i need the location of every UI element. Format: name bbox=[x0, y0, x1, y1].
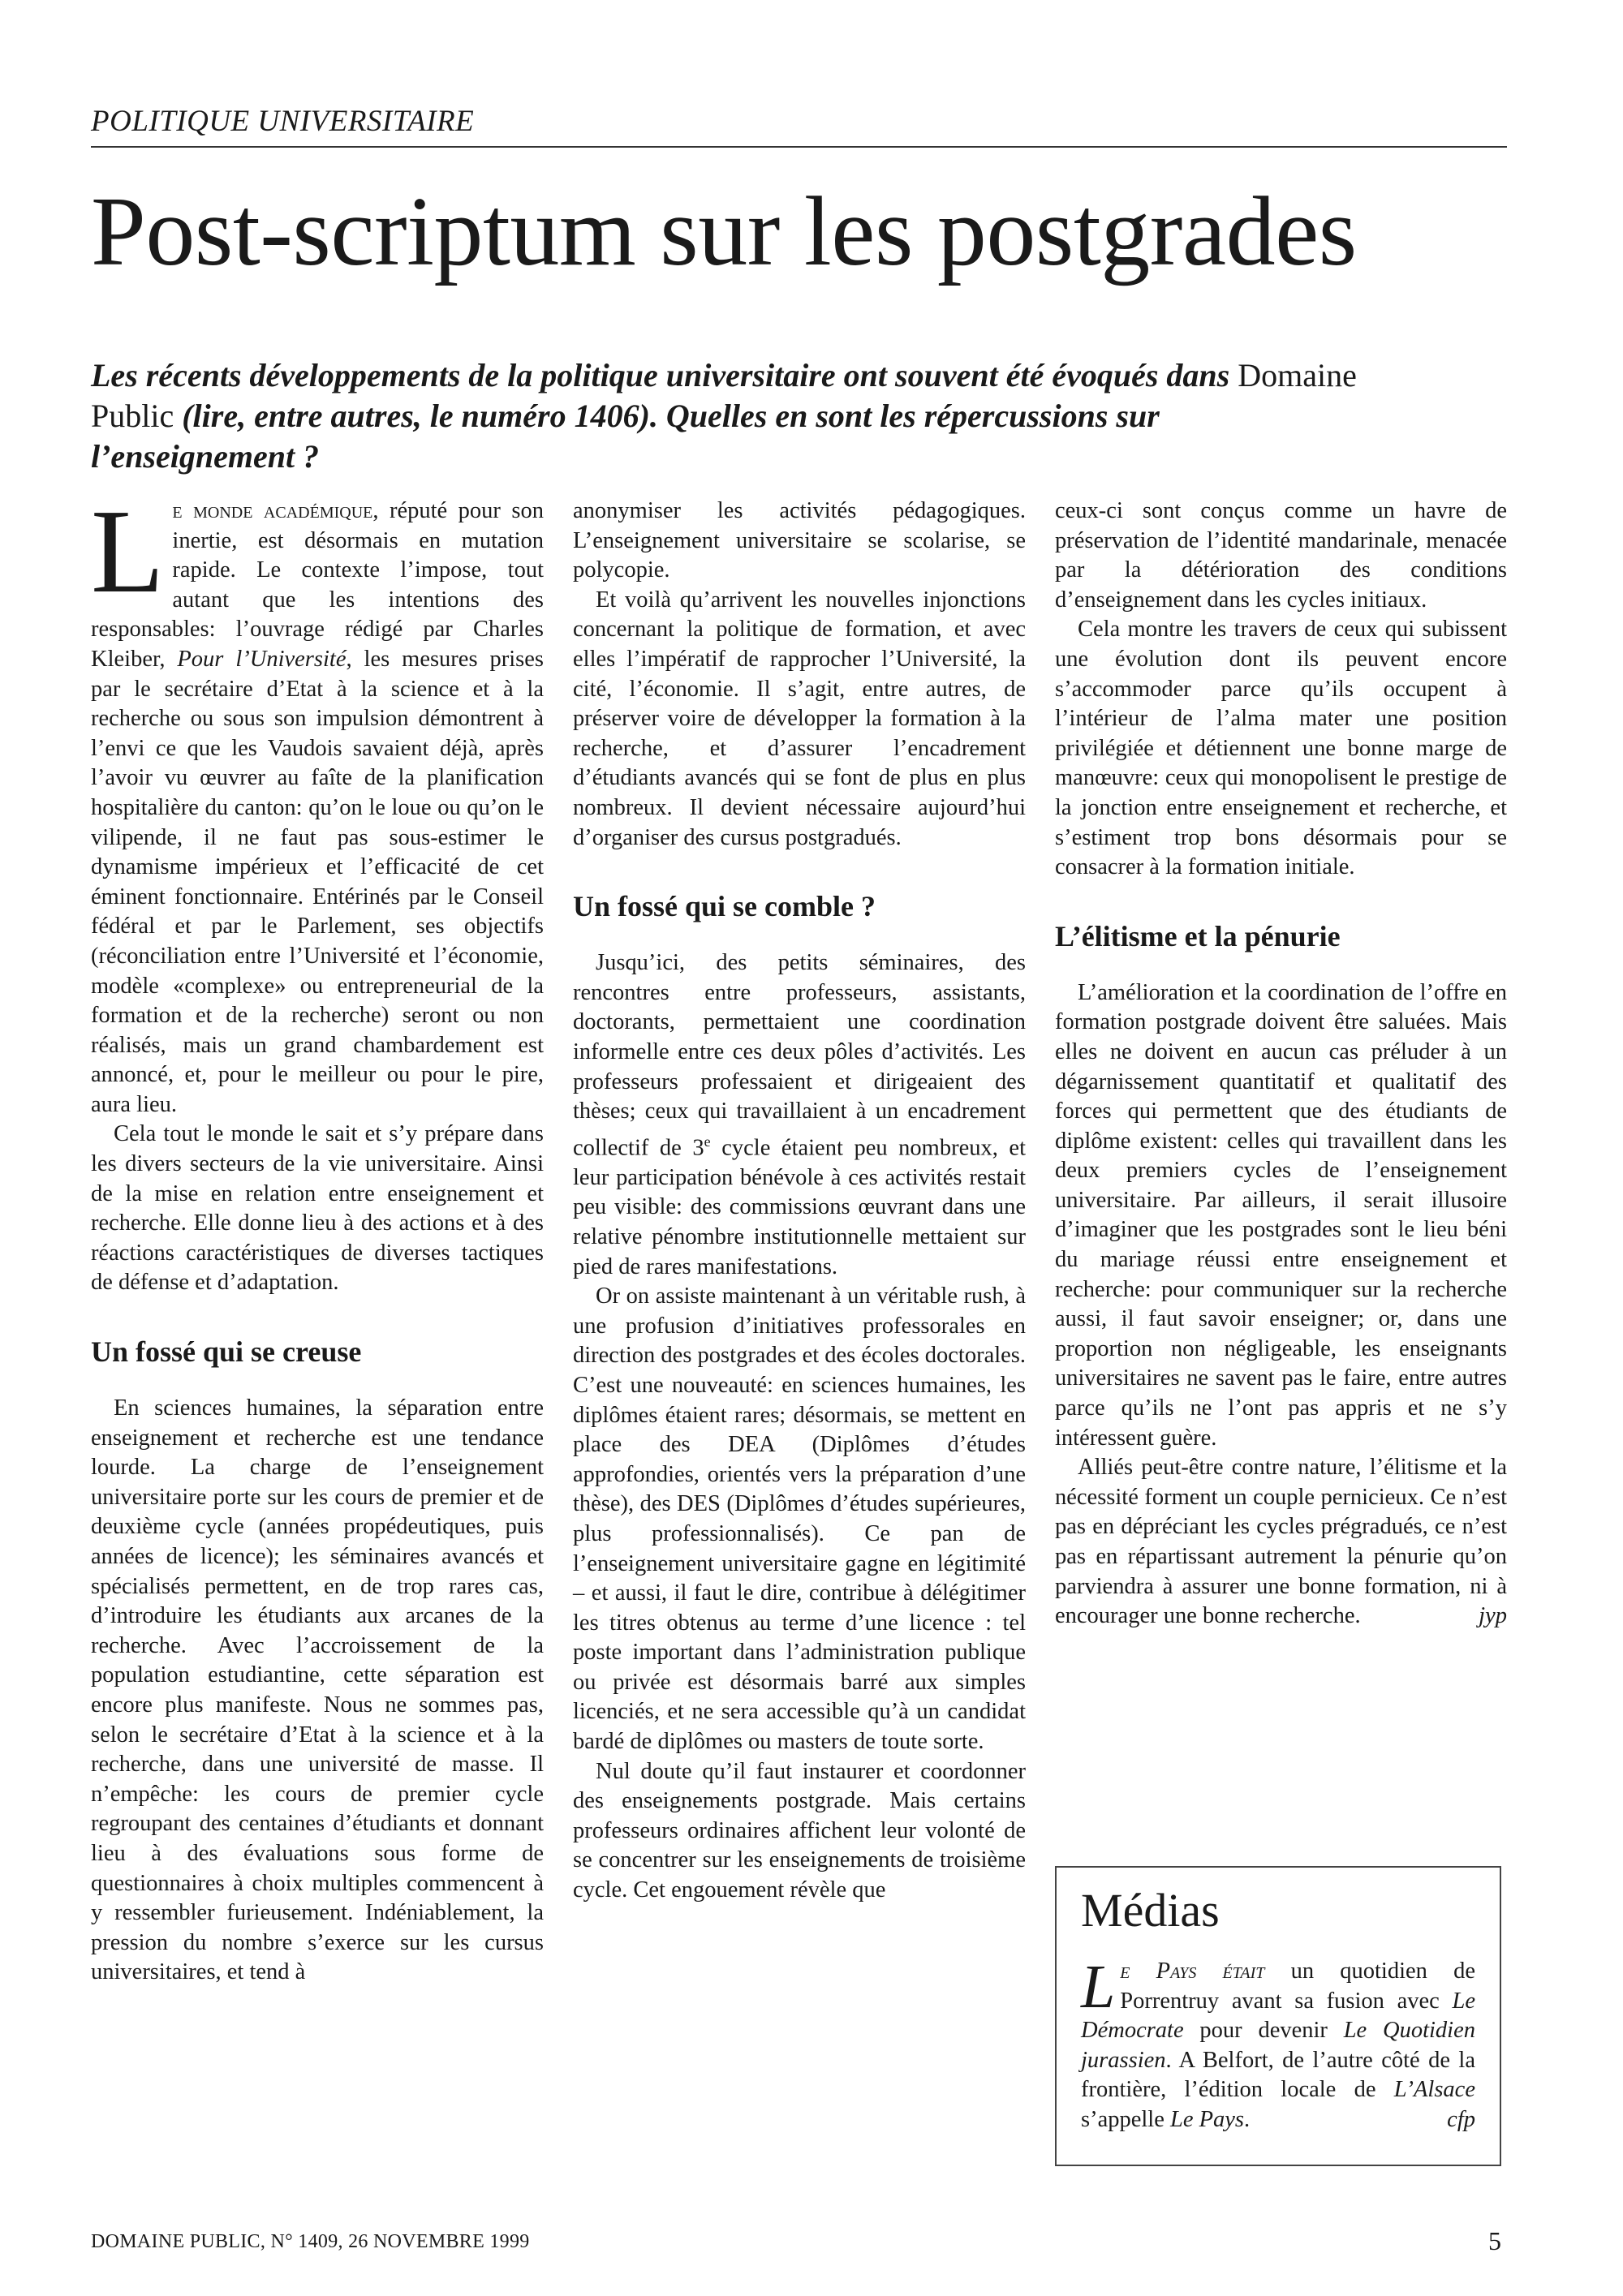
column-2 bbox=[573, 497, 1026, 1906]
media-drop-cap: L bbox=[1081, 1953, 1116, 2021]
paragraph-4: Et voilà qu’arrivent les nouvelles injonctions concernant la politique de formation, et avec elles l’impératif de rapprocher l’Université, la cité, l’économie. Il s’agit, entre autres, de préserver voire de développer la formation à la recherche, et d’assurer l’encadrement d’étudiants avancés qui se font de plus en plus nombreux. Il devient nécessaire aujourd’hui d’organiser des cursus postgradués. bbox=[573, 587, 1026, 850]
footer-issue: DOMAINE PUBLIC, N° 1409, 26 NOVEMBRE 1999 bbox=[91, 2231, 530, 2252]
media-small-caps: e Pays était bbox=[1120, 1958, 1265, 1984]
paragraph-3: En sciences humaines, la séparation entre enseignement et recherche est une tendance lourde. La charge de l’enseignement universitaire porte sur les cours de premier et de deuxième cycle (années propédeutiques, puis années de licence); les séminaires avancés et spécialisés permettent, en de trop rares cas, d’introduire les étudiants aux arcanes de la recherche. Avec l’accroissement de la population estudiantine, cette séparation est encore plus manifeste. Nous ne sommes pas, selon le secrétaire d’Etat à la science et à la recherche, dans une université de masse. Il n’empêche: les cours de premier cycle regroupant des centaines d’étudiants et donnant lieu à des évaluations sous forme de questionnaires à choix multiples commencent à y ressembler furieusement. Indéniablement, la pression du nombre s’exerce sur les cursus universitaires, et tend à bbox=[91, 1395, 544, 1985]
subheading-elitisme: L’élitisme et la pénurie bbox=[1055, 919, 1341, 952]
paragraph-1-text-b: , les mesures prises par le secrétaire d’Etat à la science et à la recherche ou sous son impulsion démontrent à l’envi ce que les Vaudois savaient déjà, après l’avoir vu œuvrer au faîte de la planification hospitalière du canton: qu’on le loue ou qu’on le vilipende, il ne faut pas sous-estimer le dynamisme impérieux et l’efficacité de cet éminent fonctionnaire. Entérinés par le Conseil fédéral et par le Parlement, ses objectifs (réconciliation entre l’Université et l’économie, modèle «complexe» ou entrepreneurial de la formation et de la recherche) seront ou non réalisés, mais un grand chambardement est annoncé, et, pour le meilleur ou pour le pire, aura lieu. bbox=[91, 646, 544, 1117]
media-newspaper-4: Le Pays bbox=[1170, 2106, 1245, 2132]
paragraph-7-continued: ceux-ci sont conçus comme un havre de préservation de l’identité mandarinale, menacée par la détérioration des conditions d’enseignement dans les cycles initiaux. bbox=[1055, 498, 1507, 613]
author-signature: jyp bbox=[1479, 1603, 1507, 1629]
media-text-5: . bbox=[1244, 2106, 1251, 2132]
section-header: POLITIQUE UNIVERSITAIRE bbox=[91, 105, 475, 138]
header-rule bbox=[91, 146, 1507, 148]
column-1 bbox=[91, 485, 545, 1988]
media-text-2: pour devenir bbox=[1183, 2018, 1344, 2044]
media-text bbox=[1081, 1953, 1475, 2135]
media-text-1: un quotidien de Porrentruy avant sa fusion avec bbox=[1120, 1958, 1475, 2014]
paragraph-5-text-b: cycle étaient peu nombreux, et leur participation bénévole à ces activités restait peu visible: des commissions œuvrant dans une relative pénombre institutionnelle mettaient sur pied de rares manifestations. bbox=[573, 1135, 1026, 1279]
paragraph-6: Or on assiste maintenant à un véritable rush, à une profusion d’initiatives professorales en direction des postgrades et des écoles doctorales. C’est une nouveauté: en sciences humaines, les diplômes étaient rares; désormais, se mettent en place des DEA (Diplômes d’études approfondies, orientés vers la préparation d’une thèse), des DES (Diplômes d’études supérieures, plus professionnalisés). Ce pan de l’enseignement universitaire gagne en légitimité – et aussi, il faut le dire, contribue à délégitimer les titres obtenus au terme d’une licence : tel poste important dans l’administration publique ou privée est désormais barré aux simples licenciés, et ne sera accessible qu’à un candidat bardé de diplômes ou masters de toute sorte. bbox=[573, 1283, 1026, 1755]
paragraph-3-continued: anonymiser les activités pédagogiques. L’enseignement universitaire se scolarise, se polycopie. bbox=[573, 498, 1026, 583]
column-3 bbox=[1055, 497, 1507, 1632]
lede-publication: Domaine Public bbox=[91, 357, 1357, 434]
paragraph-10-text: Alliés peut-être contre nature, l’élitisme et la nécessité forment un couple pernicieux. Ce n’est pas en dépréciant les cycles prégradués, ce n’est pas en répartissant autrement la pénurie qu’on parviendra à assurer une bonne formation, ni à encourager une bonne recherche. bbox=[1055, 1455, 1507, 1629]
paragraph-10 bbox=[1055, 1453, 1507, 1632]
paragraph-5-text-a: Jusqu’ici, des petits séminaires, des rencontres entre professeurs, assistants, doctorants, permettaient une coordination informelle entre ces deux pôles d’activités. Les professeurs professaient et dirigeaient des thèses; ceux qui travaillaient à un encadrement collectif de 3 bbox=[573, 950, 1026, 1161]
media-box bbox=[1055, 1866, 1501, 2166]
paragraph-1-text-a: , réputé pour son inertie, est désormais en mutation rapide. Le contexte l’impose, tout autant que les intentions des responsables: l’ouvrage rédigé par Charles Kleiber, bbox=[91, 498, 545, 672]
paragraph-2: Cela tout le monde le sait et s’y prépare dans les divers secteurs de la vie universitaire. Ainsi de la mise en relation entre enseignement et recherche. Elle donne lieu à des actions et à des réactions caractéristiques de diverses tactiques de défense et d’adaptation. bbox=[91, 1121, 544, 1296]
media-newspaper-3: L’Alsace bbox=[1393, 2077, 1475, 2103]
subheading-comble: Un fossé qui se comble ? bbox=[573, 890, 876, 923]
media-newspaper-1: Le Démocrate bbox=[1081, 1988, 1475, 2044]
media-newspaper-2: Le Quotidien jurassien bbox=[1081, 2018, 1475, 2073]
paragraph-1 bbox=[91, 485, 545, 1120]
media-text-3: . A Belfort, de l’autre côté de la frontière, l’édition locale de bbox=[1081, 2047, 1475, 2103]
article-title: Post-scriptum sur les postgrades bbox=[91, 177, 1357, 286]
media-signature: cfp bbox=[1447, 2106, 1475, 2132]
page-number: 5 bbox=[1488, 2226, 1501, 2255]
drop-cap: L bbox=[91, 485, 165, 618]
article-lede bbox=[91, 355, 1357, 477]
subheading-creuse: Un fossé qui se creuse bbox=[91, 1335, 362, 1369]
paragraph-9: L’amélioration et la coordination de l’offre en formation postgrade doivent être saluées. Mais elles ne doivent en aucun cas préluder à un dégarnissement quantitatif et qualitatif des forces qui permettent que des étudiants de diplôme existent: celles qui travaillent dans les deux premiers cycles de l’enseignement universitaire. Par ailleurs, il serait illusoire d’imaginer que les postgrades sont le lieu béni du mariage réussi entre enseignement et recherche: pour communiquer sur la recherche aussi, il faut savoir enseigner; or, dans une proportion non négligeable, les enseignants universitaires ne savent pas le faire, entre autres parce qu’ils ne l’ont pas appris et ne s’y intéressent guère. bbox=[1055, 979, 1507, 1451]
media-title: Médias bbox=[1081, 1884, 1220, 1937]
lede-part-2: (lire, entre autres, le numéro 1406). Quelles en sont les répercussions sur l’enseignement ? bbox=[91, 398, 1160, 475]
paragraph-5 bbox=[573, 948, 1026, 1282]
book-title: Pour l’Université bbox=[177, 646, 347, 672]
superscript-e: e bbox=[704, 1133, 711, 1150]
opening-small-caps: e monde académique bbox=[172, 498, 373, 523]
media-text-4: s’appelle bbox=[1081, 2106, 1170, 2132]
lede-part-1: Les récents développements de la politique universitaire ont souvent été évoqués dans bbox=[91, 357, 1238, 393]
paragraph-7: Nul doute qu’il faut instaurer et coordonner des enseignements postgrade. Mais certains professeurs ordinaires affichent leur volonté de se concentrer sur les enseignements de troisième cycle. Cet engouement révèle que bbox=[573, 1758, 1026, 1903]
paragraph-8: Cela montre les travers de ceux qui subissent une évolution dont ils peuvent encore s’accommoder parce qu’ils occupent à l’intérieur de l’alma mater une position privilégiée et détiennent une bonne marge de manœuvre: ceux qui monopolisent le prestige de la jonction entre enseignement et recherche, et s’estiment trop bons désormais pour se consacrer à la formation initiale. bbox=[1055, 617, 1507, 880]
